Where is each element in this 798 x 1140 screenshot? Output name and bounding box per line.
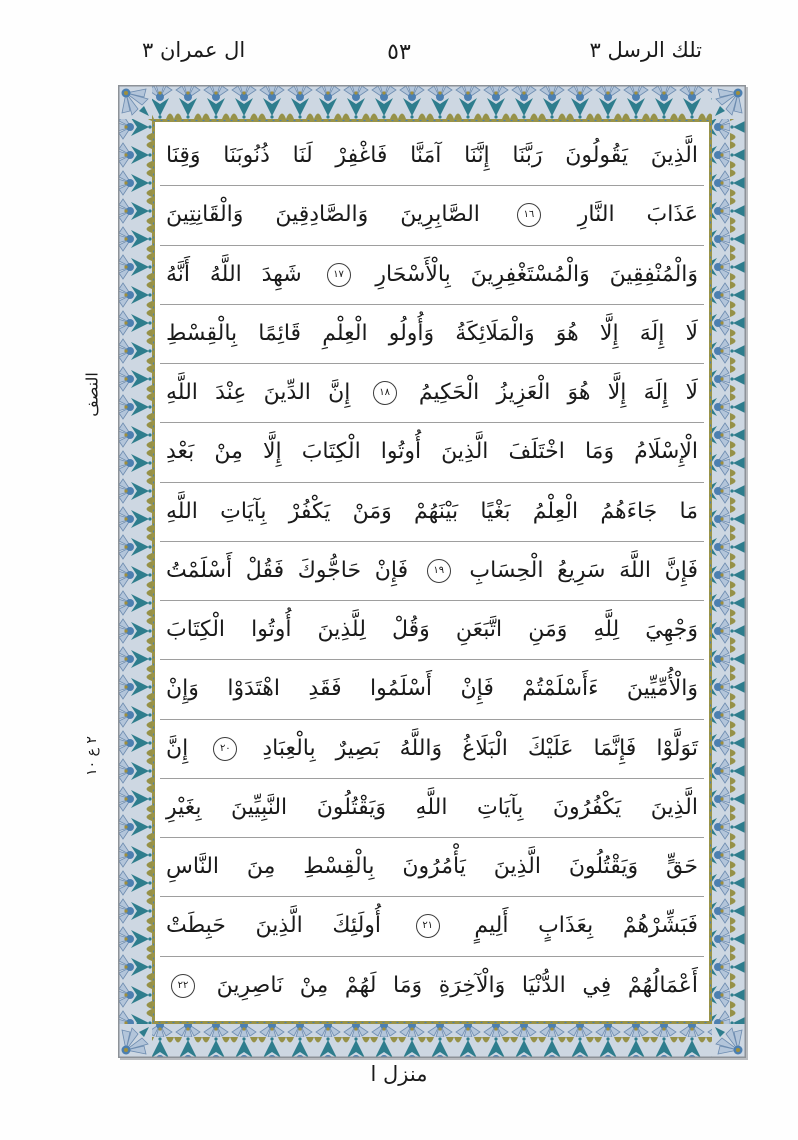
ayah-number: ١٦ (523, 209, 535, 221)
surah-name-label: ال عمران ٣ (142, 38, 246, 62)
quran-text-segment: لَا إِلَهَ إِلَّا هُوَ وَالْمَلَائِكَةُ وَأُولُو الْعِلْمِ قَائِمًا بِالْقِسْطِ (166, 320, 698, 346)
quran-text-segment: مَا جَاءَهُمُ الْعِلْمُ بَغْيًا بَيْنَهُمْ وَمَنْ يَكْفُرْ بِآيَاتِ اللَّهِ (166, 498, 698, 524)
quran-text-segment: عَذَابَ النَّارِ (577, 202, 699, 228)
ayah-end-marker (373, 381, 397, 405)
half-juz-marker: النصف (82, 372, 102, 417)
ruku-marker: ٢ ع ١٠ (84, 736, 100, 776)
quran-line (160, 660, 704, 719)
quran-text-segment: شَهِدَ اللَّهُ أَنَّهُ (166, 261, 302, 287)
juz-name-label: تلك الرسل ٣ (589, 38, 702, 62)
quran-text-segment: وَالْمُنْفِقِينَ وَالْمُسْتَغْفِرِينَ بِالْأَسْحَارِ (375, 261, 699, 287)
ayah-end-marker (517, 203, 541, 227)
quran-line (160, 127, 704, 186)
page-number: ٥٣ (387, 40, 411, 65)
ayah-number: ٢٢ (177, 979, 189, 991)
manzil-label: منزل ا (370, 1062, 428, 1086)
quran-text-segment: الصَّابِرِينَ وَالصَّادِقِينَ وَالْقَانِتِينَ (166, 202, 480, 228)
quran-line (160, 483, 704, 542)
quran-line (160, 305, 704, 364)
quran-line (160, 897, 704, 956)
quran-line (160, 364, 704, 423)
quran-text-segment: أُولَئِكَ الَّذِينَ حَبِطَتْ (166, 913, 382, 939)
ayah-end-marker (427, 559, 451, 583)
quran-line (160, 542, 704, 601)
quran-text-segment: الَّذِينَ يَقُولُونَ رَبَّنَا إِنَّنَا آمَنَّا فَاغْفِرْ لَنَا ذُنُوبَنَا وَقِنَا (166, 143, 698, 168)
quran-text-segment: فَإِنْ حَاجُّوكَ فَقُلْ أَسْلَمْتُ (166, 557, 409, 583)
quran-line (160, 423, 704, 482)
quran-text-segment: إِنَّ الدِّينَ عِنْدَ اللَّهِ (166, 380, 351, 406)
ornamental-frame (118, 85, 746, 1058)
quran-text-segment: الْإِسْلَامُ وَمَا اخْتَلَفَ الَّذِينَ أُوتُوا الْكِتَابَ إِلَّا مِنْ بَعْدِ (166, 439, 698, 465)
ayah-number: ١٨ (379, 387, 390, 399)
ayah-end-marker (416, 914, 440, 938)
ayah-number: ١٧ (333, 268, 344, 280)
quran-line (160, 720, 704, 779)
ayah-end-marker (171, 974, 195, 998)
page-header (0, 38, 798, 72)
ayah-end-marker (213, 737, 237, 761)
quran-text-segment: الَّذِينَ يَكْفُرُونَ بِآيَاتِ اللَّهِ وَيَقْتُلُونَ النَّبِيِّينَ بِغَيْرِ (166, 794, 698, 820)
ayah-end-marker (327, 263, 351, 287)
ayah-number: ٢١ (422, 920, 434, 932)
ayah-number: ١٩ (433, 564, 445, 576)
quran-text-segment: أَعْمَالُهُمْ فِي الدُّنْيَا وَالْآخِرَةِ وَمَا لَهُمْ مِنْ نَاصِرِينَ (216, 972, 698, 998)
quran-lines (160, 127, 704, 1016)
quran-text-segment: إِنَّ (166, 735, 189, 761)
quran-line (160, 838, 704, 897)
ayah-number: ٢٠ (219, 742, 231, 754)
quran-text-segment: وَالْأُمِّيِّينَ ءَأَسْلَمْتُمْ فَإِنْ أَسْلَمُوا فَقَدِ اهْتَدَوْا وَإِنْ (166, 676, 698, 702)
quran-line (160, 601, 704, 660)
quran-line (160, 779, 704, 838)
quran-line (160, 186, 704, 245)
quran-text-segment: حَقٍّ وَيَقْتُلُونَ الَّذِينَ يَأْمُرُونَ بِالْقِسْطِ مِنَ النَّاسِ (166, 854, 698, 880)
quran-line (160, 246, 704, 305)
quran-text-segment: فَإِنَّ اللَّهَ سَرِيعُ الْحِسَابِ (469, 557, 699, 583)
quran-text-segment: وَجْهِيَ لِلَّهِ وَمَنِ اتَّبَعَنِ وَقُلْ لِلَّذِينَ أُوتُوا الْكِتَابَ (166, 617, 698, 643)
quran-line (160, 957, 704, 1016)
quran-text-segment: لَا إِلَهَ إِلَّا هُوَ الْعَزِيزُ الْحَكِيمُ (418, 380, 699, 406)
quran-text-segment: فَبَشِّرْهُمْ بِعَذَابٍ أَلِيمٍ (474, 913, 698, 939)
quran-text-segment: تَوَلَّوْا فَإِنَّمَا عَلَيْكَ الْبَلَاغُ وَاللَّهُ بَصِيرٌ بِالْعِبَادِ (262, 735, 698, 761)
